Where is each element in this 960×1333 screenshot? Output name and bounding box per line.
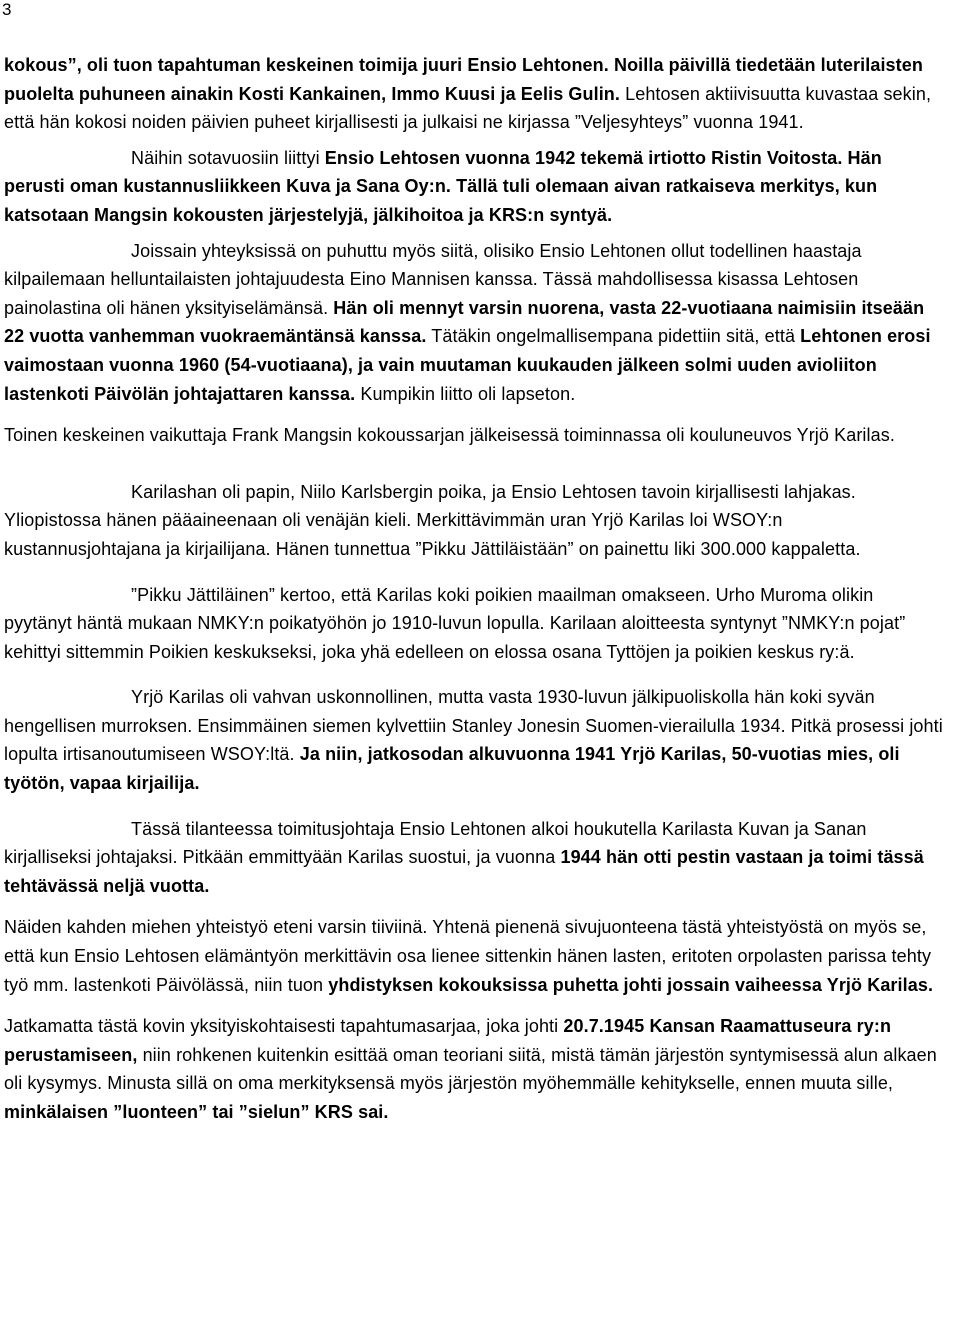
text-run: Näiden kahden miehen yhteistyö eteni varsin tiiviinä. Yhtenä pienenä sivujuonteena tästä yhteistyöstä on myös se, että kun Ensio Lehtosen elämäntyön merkittävin osa lienee sittenkin hänen lasten, eritoten orpolasten parissa tehty työ mm. lastenkoti Päivölässä, niin tuon (4, 917, 932, 995)
text-run: Karilashan oli papin, Niilo Karlsbergin poika, ja Ensio Lehtosen tavoin kirjallisesti lahjakas. Yliopistossa hänen pääaineenaan oli venäjän kieli. Merkittävimmän uran Yrjö Karilas loi WSOY:n kustannusjohtajana ja kirjailijana. Hänen tunnettua ”Pikku Jättiläistään” on painettu liki 300.000 kappaletta. (4, 481, 861, 559)
text-run: Jatkamatta tästä kovin yksityiskohtaisesti tapahtumasarjaa, joka johti (4, 1016, 564, 1037)
text-run: Toinen keskeinen vaikuttaja Frank Mangsin kokoussarjan jälkeisessä toiminnassa oli kouluneuvos Yrjö Karilas. (4, 425, 895, 446)
paragraph (4, 51, 944, 137)
text-run: ”Pikku Jättiläinen” kertoo, että Karilas koki poikien maailman omakseen. Urho Muroma olikin pyytänyt häntä mukaan NMKY:n poikatyöhön jo 1910-luvun lopulla. Karilaan aloitteesta syntynyt ”NMKY:n pojat” kehittyi sittemmin Poikien keskukseksi, joka yhä edelleen on elossa osana Tyttöjen ja poikien keskus ry:ä. (4, 584, 906, 662)
text-run: niin rohkenen kuitenkin esittää oman teoriani siitä, mistä tämän järjestön syntymisessä alun alkaen oli kysymys. Minusta sillä on oma merkityksensä myös järjestön myöhemmälle kehitykselle, ennen muuta sille, (4, 1044, 937, 1094)
paragraph (4, 815, 944, 901)
bold-text-run: Ensio Lehtosen vuonna 1942 tekemä irtiotto Ristin Voitosta. Hän perusti oman kustannusliikkeen Kuva ja Sana Oy:n. Tällä tuli olemaan aivan ratkaiseva merkitys, kun katsotaan Mangsin kokousten järjestelyjä, jälkihoitoa ja KRS:n syntyä. (4, 147, 882, 225)
bold-text-run: Lehtonen erosi vaimostaan vuonna 1960 (54-vuotiaana), ja vain muutaman kuukauden jälkeen solmi uuden avioliiton lastenkoti Päivölän johtajattaren kanssa. (4, 326, 931, 404)
bold-text-run: 1944 hän otti pestin vastaan ja toimi tässä tehtävässä neljä vuotta. (4, 847, 924, 896)
paragraph (4, 237, 944, 409)
bold-text-run: 20.7.1945 Kansan Raamattuseura ry:n perustamiseen, (4, 1016, 892, 1065)
bold-text-run: yhdistyksen kokouksissa puhetta johti jossain vaiheessa Yrjö Karilas. (328, 974, 934, 995)
paragraph (4, 913, 944, 999)
bold-text-run: Ja niin, jatkosodan alkuvuonna 1941 Yrjö Karilas, 50-vuotias mies, oli työtön, vapaa kirjailija. (4, 744, 900, 794)
bold-text-run: kokous”, oli tuon tapahtuman keskeinen toimija juuri Ensio Lehtonen. Noilla päivillä tiedetään luterilaisten puolelta puhuneen ainakin Kosti Kankainen, Immo Kuusi ja Eelis Gulin. (4, 55, 923, 104)
page-number: 3 (2, 0, 12, 19)
text-run: Yrjö Karilas oli vahvan uskonnollinen, mutta vasta 1930-luvun jälkipuoliskolla hän koki syvän hengellisen murroksen. Ensimmäinen siemen kylvettiin Stanley Jonesin Suomen-vierailulla 1934. Pitkä prosessi johti lopulta irtisanoutumiseen WSOY:ltä. (4, 687, 943, 765)
text-run: Tässä tilanteessa toimitusjohtaja Ensio Lehtonen alkoi houkutella Karilasta Kuvan ja Sanan kirjalliseksi johtajaksi. Pitkään emmittyään Karilas suostui, ja vuonna (4, 818, 867, 868)
text-run: Tätäkin ongelmallisempana pidettiin sitä, että (426, 326, 801, 347)
paragraph (4, 421, 944, 450)
paragraph (4, 478, 944, 564)
document-body (4, 51, 944, 1127)
text-run: Lehtosen aktiivisuutta kuvastaa sekin, että hän kokosi noiden päivien puheet kirjallisesti ja julkaisi ne kirjassa ”Veljesyhteys” vuonna 1941. (4, 83, 932, 133)
bold-text-run: minkälaisen ”luonteen” tai ”sielun” KRS sai. (4, 1102, 389, 1122)
paragraph (4, 144, 944, 230)
bold-text-run: Hän oli mennyt varsin nuorena, vasta 22-vuotiaana naimisiin itseään 22 vuotta vanhemman vuokraemäntänsä kanssa. (4, 297, 925, 347)
paragraph (4, 683, 944, 797)
text-run: Kumpikin liitto oli lapseton. (355, 383, 576, 404)
paragraph (4, 1012, 944, 1126)
text-run: Näihin sotavuosiin liittyi (131, 147, 325, 168)
text-run: Joissain yhteyksissä on puhuttu myös siitä, olisiko Ensio Lehtonen ollut todellinen haastaja kilpailemaan helluntailaisten johtajuudesta Eino Mannisen kanssa. Tässä mahdollisessa kisassa Lehtosen painolastina oli hänen yksityiselämänsä. (4, 240, 862, 318)
paragraph (4, 581, 944, 667)
